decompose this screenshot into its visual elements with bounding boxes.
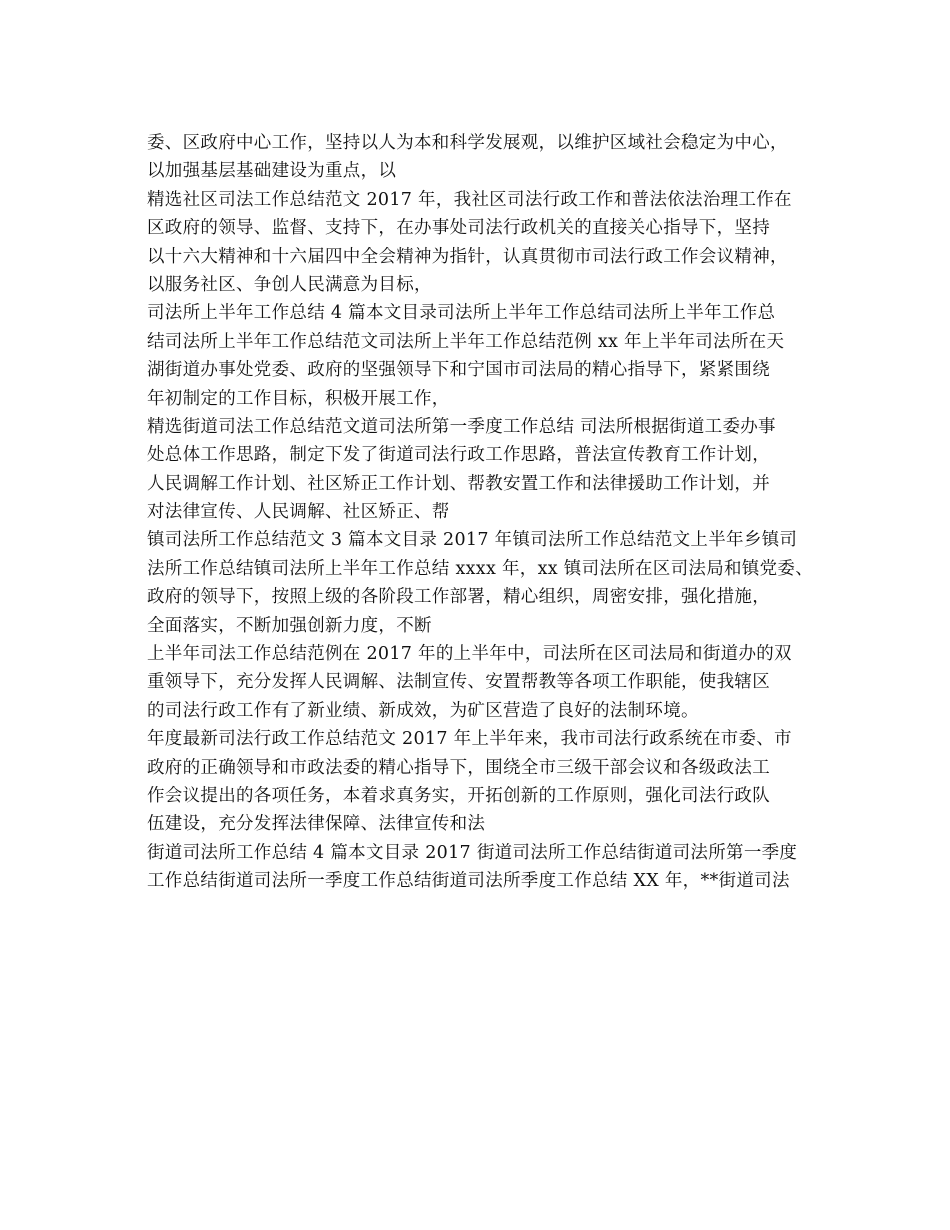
text-line: 以加强基层基础建设为重点，以 xyxy=(147,161,397,182)
text-line: 湖街道办事处党委、政府的坚强领导下和宁国市司法局的精心指导下，紧紧围绕 xyxy=(147,360,770,381)
document-body xyxy=(147,129,827,896)
text-line: 上半年司法工作总结范例在 2017 年的上半年中，司法所在区司法局和街道办的双 xyxy=(147,644,792,665)
text-line: 结司法所上半年工作总结范文司法所上半年工作总结范例 xx 年上半年司法所在天 xyxy=(147,331,785,352)
text-line: 以服务社区、争创人民满意为目标， xyxy=(147,274,432,295)
text-line: 工作总结街道司法所一季度工作总结街道司法所季度工作总结 XX 年，**街道司法 xyxy=(147,871,790,892)
text-line: 的司法行政工作有了新业绩、新成效，为矿区营造了良好的法制环境。 xyxy=(147,700,699,721)
text-line: 委、区政府中心工作，坚持以人为本和科学发展观，以维护区域社会稳定为中心， xyxy=(147,133,788,153)
text-line: 镇司法所工作总结范文 3 篇本文目录 2017 年镇司法所工作总结范文上半年乡镇司 xyxy=(147,530,798,551)
text-line: 精选街道司法工作总结范文道司法所第一季度工作总结 司法所根据街道工委办事 xyxy=(147,416,776,437)
text-line: 重领导下，充分发挥人民调解、法制宣传、安置帮教等各项工作职能，使我辖区 xyxy=(147,672,770,693)
text-line: 年初制定的工作目标，积极开展工作， xyxy=(147,388,450,409)
text-line: 全面落实，不断加强创新力度，不断 xyxy=(147,615,432,636)
text-line: 伍建设，充分发挥法律保障、法律宣传和法 xyxy=(147,814,486,835)
text-line: 政府的正确领导和市政法委的精心指导下，围绕全市三级干部会议和各级政法工 xyxy=(147,757,770,778)
text-line: 处总体工作思路，制定下发了街道司法行政工作思路，普法宣传教育工作计划， xyxy=(147,445,770,466)
text-line: 年度最新司法行政工作总结范文 2017 年上半年来，我市司法行政系统在市委、市 xyxy=(147,729,792,750)
text-line: 人民调解工作计划、社区矫正工作计划、帮教安置工作和法律援助工作计划，并 xyxy=(147,473,770,494)
text-line: 街道司法所工作总结 4 篇本文目录 2017 街道司法所工作总结街道司法所第一季度 xyxy=(147,842,798,863)
text-line: 法所工作总结镇司法所上半年工作总结 xxxx 年，xx 镇司法所在区司法局和镇党委、 xyxy=(147,558,814,579)
text-line: 精选社区司法工作总结范文 2017 年，我社区司法行政工作和普法依法治理工作在 xyxy=(147,189,792,210)
text-line: 作会议提出的各项任务，本着求真务实，开拓创新的工作原则，强化司法行政队 xyxy=(147,785,770,806)
text-line: 区政府的领导、监督、支持下，在办事处司法行政机关的直接关心指导下，坚持 xyxy=(147,218,770,239)
text-line: 政府的领导下，按照上级的各阶段工作部署，精心组织，周密安排，强化措施， xyxy=(147,587,770,608)
text-line: 对法律宣传、人民调解、社区矫正、帮 xyxy=(147,502,450,523)
text-line: 司法所上半年工作总结 4 篇本文目录司法所上半年工作总结司法所上半年工作总 xyxy=(147,303,776,324)
text-line: 以十六大精神和十六届四中全会精神为指针，认真贯彻市司法行政工作会议精神， xyxy=(147,246,788,267)
